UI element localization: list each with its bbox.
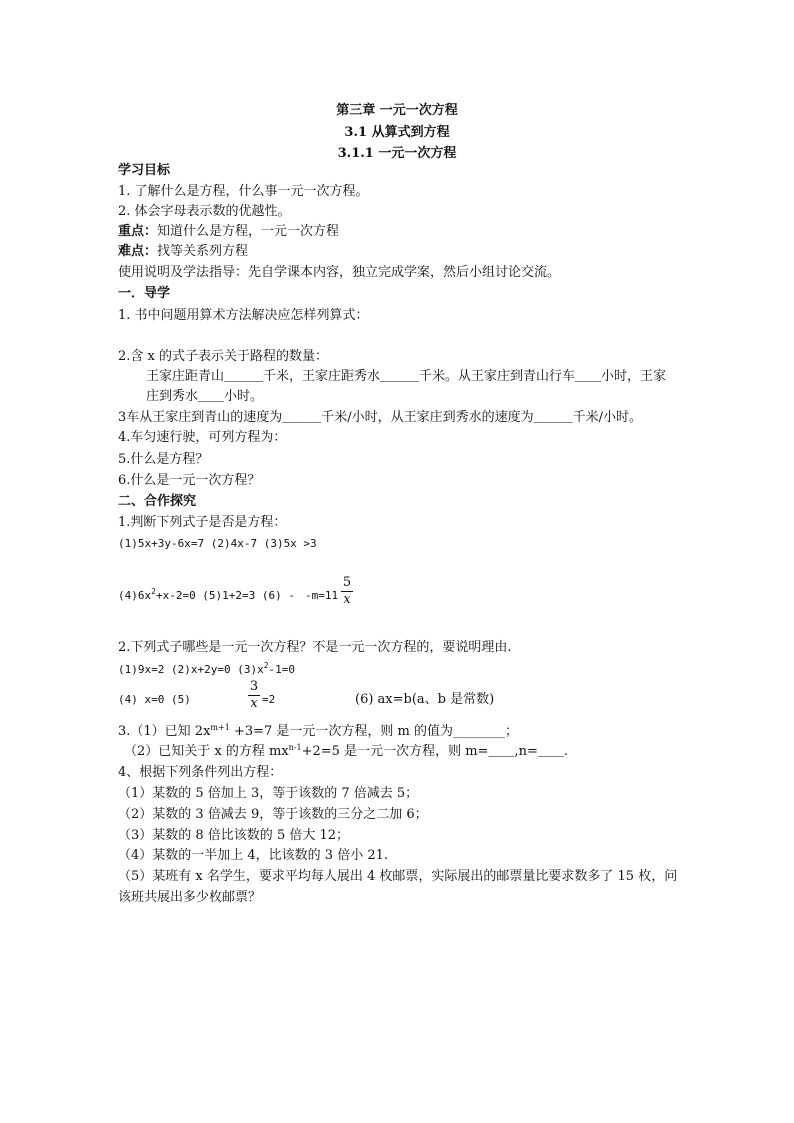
- part1-heading: 一．导学: [118, 286, 171, 301]
- part1-q3: 3车从王家庄到青山的速度为＿＿＿千米/小时，从王家庄到秀水的速度为＿＿＿千米/小时。: [118, 410, 643, 425]
- q4-item: （3）某数的 8 倍比该数的 5 倍大 12；: [118, 828, 350, 843]
- fraction-3-over-x: [248, 680, 260, 711]
- fraction-denominator: x: [250, 696, 258, 711]
- expr-text: +2=5 是一元一次方程，则 m=＿＿,n=＿＿.: [301, 744, 568, 759]
- part1-q4: 4.车匀速行驶，可列方程为：: [118, 430, 287, 445]
- exponent: 2: [151, 587, 156, 596]
- exponent: m+1: [210, 723, 230, 732]
- key-point: [118, 224, 339, 240]
- part2-q2-row1: [118, 662, 295, 679]
- part2-q4: 4、根据下列条件列出方程：: [118, 765, 283, 780]
- q4-item: （2）某数的 3 倍减去 9，等于该数的三分之二加 6；: [118, 807, 428, 822]
- part1-q2: 2.含 x 的式子表示关于路程的数量：: [118, 349, 328, 364]
- expr-text: (1)9x=2 (2)x+2y=0 (3)x: [118, 663, 264, 676]
- subsection-title: 3.1.1 一元一次方程: [337, 146, 457, 161]
- expr-text: +x-2=0 (5)1+2=3 (6) -: [155, 589, 296, 602]
- goal-item: 1. 了解什么是方程，什么事一元一次方程。: [118, 184, 369, 199]
- exponent: n-1: [288, 743, 302, 752]
- expr-eq-2: =2: [262, 693, 276, 706]
- chapter-title: 第三章 一元一次方程: [336, 103, 458, 118]
- part2-q1: 1.判断下列式子是否是方程：: [118, 515, 287, 530]
- difficulty: [118, 244, 248, 260]
- expr-text: （2）已知关于 x 的方程 mx: [124, 744, 289, 759]
- part2-heading: 二、合作探究: [118, 494, 197, 509]
- goals-heading: 学习目标: [118, 163, 171, 178]
- expr-text: 3.（1）已知 2x: [118, 724, 211, 739]
- part2-q3b: [124, 744, 568, 761]
- expr-text: -m=11: [305, 589, 339, 602]
- part1-q2-line2: 庄到秀水＿＿小时。: [146, 389, 264, 404]
- q4-item: 该班共展出多少枚邮票？: [118, 890, 262, 905]
- expr-text: -1=0: [268, 663, 296, 676]
- expr-text: (4)6x: [118, 589, 152, 602]
- part1-q1: 1. 书中问题用算术方法解决应怎样列算式：: [118, 308, 369, 323]
- section-title: 3.1 从算式到方程: [344, 125, 450, 140]
- q4-item: （4）某数的一半加上 4，比该数的 3 倍小 21.: [118, 848, 389, 863]
- part2-q1-row2: [118, 588, 338, 605]
- usage-note: 使用说明及学法指导：先自学课本内容，独立完成学案，然后小组讨论交流。: [118, 265, 561, 280]
- difficulty-label: 难点：: [118, 244, 158, 259]
- part2-q1-row1: (1)5x+3y-6x=7 (2)4x-7 (3)5x >3: [118, 537, 317, 550]
- key-label: 重点：: [118, 224, 158, 239]
- goal-item: 2. 体会字母表示数的优越性。: [118, 204, 291, 219]
- fraction-numerator: 5: [342, 575, 352, 590]
- part2-q3a: [118, 724, 518, 741]
- part2-q2: 2.下列式子哪些是一元一次方程？不是一元一次方程的，要说明理由.: [118, 640, 512, 655]
- exponent: 2: [263, 661, 269, 670]
- q4-item: （1）某数的 5 倍加上 3，等于该数的 7 倍减去 5；: [118, 786, 419, 801]
- key-text: 知道什么是方程，一元一次方程: [157, 224, 340, 239]
- fraction-5-over-x: [341, 576, 353, 607]
- fraction-numerator: 3: [249, 679, 259, 694]
- part2-q2-row2: (4) x=0 (5): [118, 693, 191, 706]
- difficulty-text: 找等关系列方程: [157, 244, 249, 259]
- part1-q5: 5.什么是方程？: [118, 452, 209, 467]
- expr-text: +3=7 是一元一次方程，则 m 的值为________；: [229, 724, 518, 739]
- part1-q2-line1: 王家庄距青山＿＿＿千米，王家庄距秀水＿＿＿千米。从王家庄到青山行车＿＿小时，王家: [146, 369, 667, 384]
- fraction-denominator: x: [343, 592, 351, 607]
- expr-ax-b: (6) ax=b(a、b 是常数): [355, 692, 495, 707]
- part1-q6: 6.什么是一元一次方程？: [118, 473, 261, 488]
- q4-item: （5）某班有 x 名学生，要求平均每人展出 4 枚邮票，实际展出的邮票量比要求数多了 15 枚，问: [118, 869, 678, 884]
